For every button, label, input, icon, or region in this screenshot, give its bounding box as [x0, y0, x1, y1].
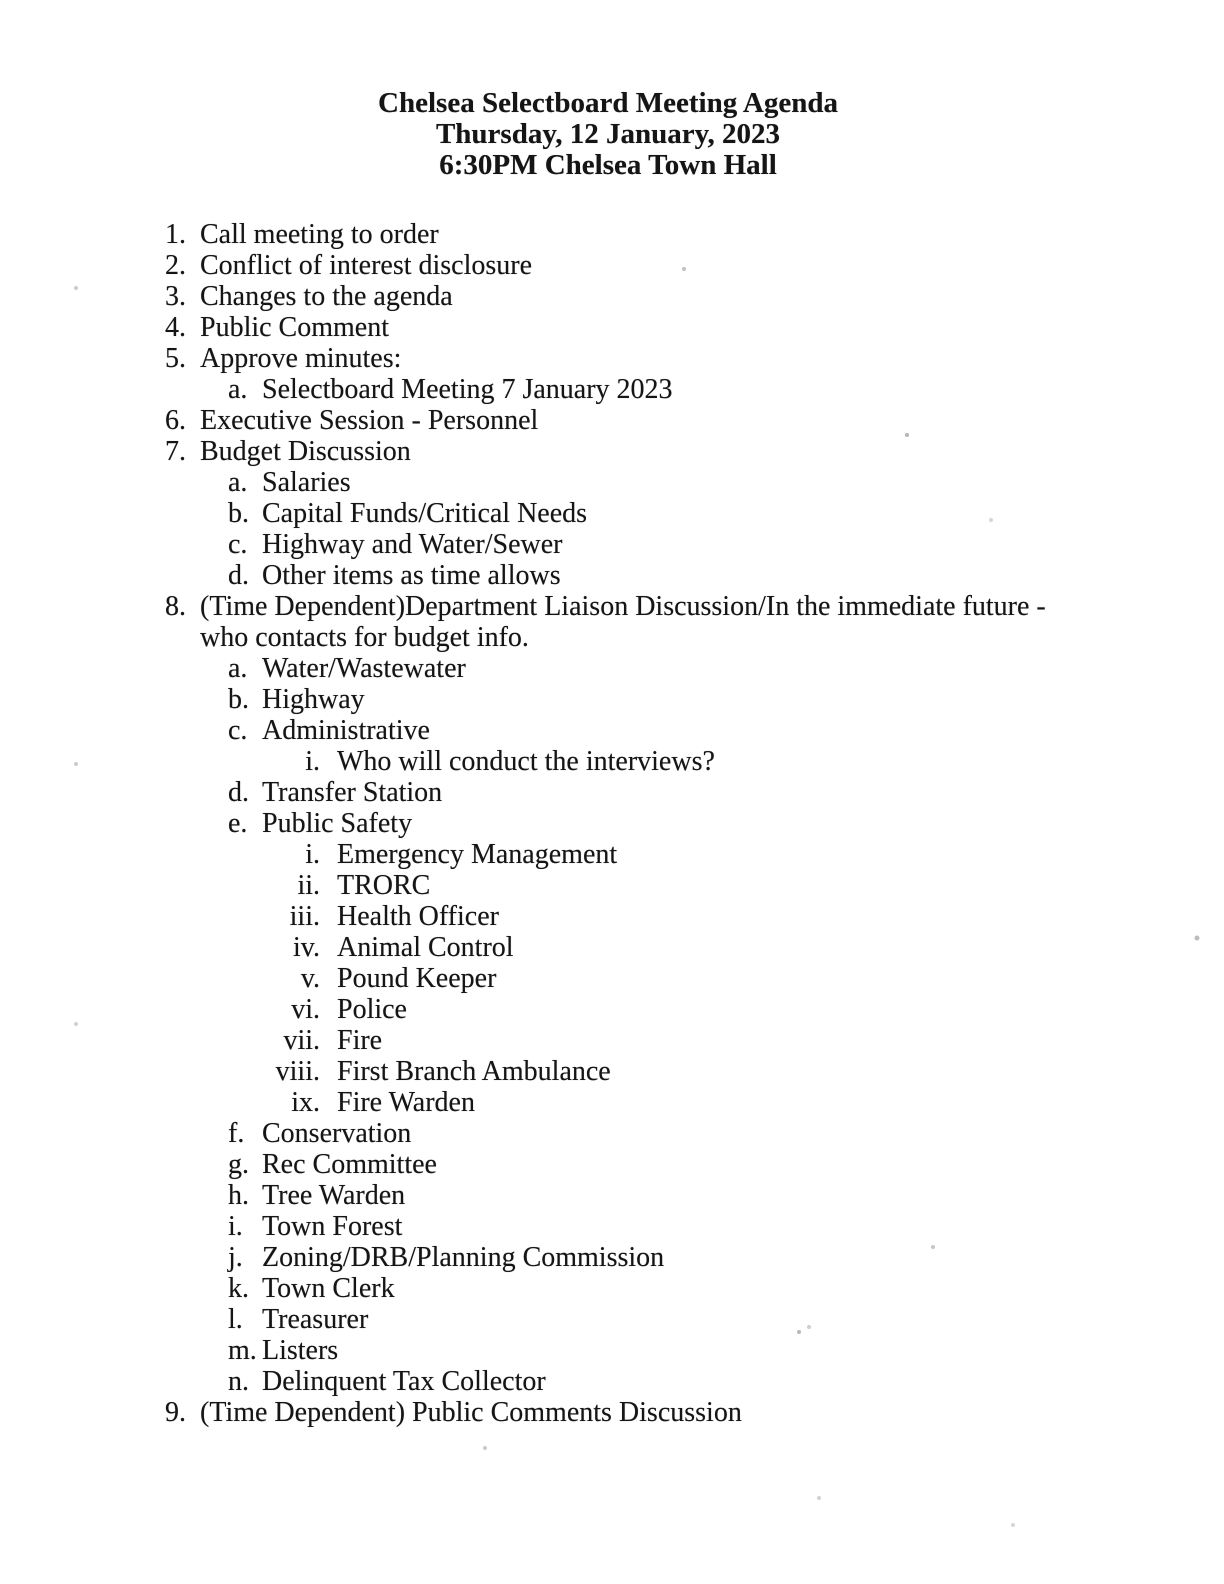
- agenda-item-text: [337, 870, 430, 901]
- agenda-item-text: [337, 746, 715, 777]
- agenda-item-text-line: Highway and Water/Sewer: [262, 529, 563, 560]
- agenda-item-marker: vii.: [283, 1025, 320, 1056]
- agenda-item: [0, 715, 1224, 746]
- agenda-item-text-line: Selectboard Meeting 7 January 2023: [262, 374, 673, 405]
- agenda-item-text: [200, 250, 532, 281]
- agenda-item-text: [262, 1118, 411, 1149]
- agenda-item-text: [262, 1211, 402, 1242]
- agenda-item-text-line: Conflict of interest disclosure: [200, 250, 533, 281]
- agenda-item: [0, 436, 1224, 467]
- agenda-item: [0, 1304, 1224, 1335]
- agenda-item: [0, 839, 1224, 870]
- agenda-item-text: [200, 405, 538, 436]
- scan-noise-specks: [0, 0, 2, 2]
- agenda-item-text: [262, 1149, 437, 1180]
- agenda-item-text: [200, 343, 401, 374]
- agenda-item-text: [262, 498, 587, 529]
- agenda-item-text: [337, 1025, 382, 1056]
- agenda-item-text-line: Police: [337, 994, 407, 1025]
- agenda-item-text-line: Changes to the agenda: [200, 281, 453, 312]
- agenda-item-text: [262, 1335, 338, 1366]
- agenda-item-marker: 3.: [165, 281, 186, 312]
- agenda-item: [0, 684, 1224, 715]
- agenda-item-text: [262, 715, 430, 746]
- agenda-item-text-line: Tree Warden: [262, 1180, 406, 1211]
- agenda-item-text-line: Administrative: [262, 715, 430, 746]
- agenda-item-text: [337, 994, 407, 1025]
- agenda-item-text-line: (Time Dependent) Public Comments Discussion: [200, 1397, 742, 1428]
- agenda-item-marker: g.: [228, 1149, 249, 1180]
- agenda-item-marker: a.: [228, 374, 248, 405]
- agenda-item-marker: iv.: [293, 932, 320, 963]
- agenda-item: [0, 498, 1224, 529]
- agenda-item-marker: l.: [228, 1304, 243, 1335]
- agenda-item: [0, 591, 1224, 653]
- agenda-item: [0, 467, 1224, 498]
- agenda-item: [0, 312, 1224, 343]
- agenda-item-marker: k.: [228, 1273, 249, 1304]
- agenda-item-marker: j.: [228, 1242, 243, 1273]
- agenda-item-text: [337, 1056, 611, 1087]
- agenda-item-marker: ix.: [291, 1087, 320, 1118]
- agenda-item-marker: 4.: [165, 312, 186, 343]
- agenda-item-marker: i.: [228, 1211, 243, 1242]
- agenda-item-marker: 1.: [165, 219, 186, 250]
- agenda-item-text: [200, 281, 453, 312]
- agenda-item-marker: m.: [228, 1335, 257, 1366]
- agenda-item-text: [337, 932, 514, 963]
- agenda-item-marker: f.: [228, 1118, 245, 1149]
- agenda-item-text-line: Executive Session - Personnel: [200, 405, 539, 436]
- agenda-item: [0, 405, 1224, 436]
- document-title: Chelsea Selectboard Meeting Agenda: [378, 87, 838, 119]
- agenda-item-marker: 7.: [165, 436, 186, 467]
- agenda-item: [0, 343, 1224, 374]
- agenda-item: [0, 901, 1224, 932]
- agenda-item: [0, 932, 1224, 963]
- agenda-item-text: [337, 839, 617, 870]
- agenda-item: [0, 1056, 1224, 1087]
- agenda-item-text: [262, 1242, 664, 1273]
- agenda-item-marker: i.: [305, 839, 320, 870]
- agenda-item: [0, 560, 1224, 591]
- agenda-item-text-line: Town Forest: [262, 1211, 403, 1242]
- agenda-item-text-line: Health Officer: [337, 901, 499, 932]
- agenda-item-marker: iii.: [289, 901, 320, 932]
- agenda-list: [0, 219, 1224, 1428]
- agenda-item: [0, 374, 1224, 405]
- agenda-item-text: [262, 808, 412, 839]
- document-title-block: [0, 88, 1220, 181]
- agenda-item-text-line: Budget Discussion: [200, 436, 411, 467]
- agenda-item-text-line: Emergency Management: [337, 839, 618, 870]
- agenda-item-text-line: Town Clerk: [262, 1273, 395, 1304]
- agenda-item-marker: c.: [228, 715, 248, 746]
- agenda-item-text-line: Conservation: [262, 1118, 412, 1149]
- agenda-item-text: [200, 1397, 742, 1428]
- agenda-item-text-line: Call meeting to order: [200, 219, 439, 250]
- agenda-item-marker: c.: [228, 529, 248, 560]
- agenda-item-marker: v.: [300, 963, 320, 994]
- document-date: Thursday, 12 January, 2023: [435, 118, 781, 150]
- agenda-item-marker: 6.: [165, 405, 186, 436]
- agenda-item-marker: h.: [228, 1180, 249, 1211]
- agenda-item-marker: a.: [228, 467, 248, 498]
- agenda-item-marker: vi.: [291, 994, 320, 1025]
- agenda-item-marker: ii.: [297, 870, 320, 901]
- agenda-item-text-line: Treasurer: [262, 1304, 369, 1335]
- agenda-item-marker: 9.: [165, 1397, 186, 1428]
- agenda-item-text: [337, 901, 499, 932]
- agenda-item-text-line: Highway: [262, 684, 365, 715]
- agenda-item: [0, 746, 1224, 777]
- agenda-item-marker: i.: [305, 746, 320, 777]
- agenda-item-text: [200, 312, 389, 343]
- agenda-item: [0, 281, 1224, 312]
- agenda-item-marker: b.: [228, 498, 249, 529]
- agenda-item-marker: viii.: [275, 1056, 320, 1087]
- agenda-item-text-line: Other items as time allows: [262, 560, 561, 591]
- agenda-item-text: [262, 1273, 395, 1304]
- agenda-item: [0, 1180, 1224, 1211]
- agenda-item: [0, 653, 1224, 684]
- agenda-item: [0, 808, 1224, 839]
- agenda-item-text-line: Salaries: [262, 467, 351, 498]
- agenda-item: [0, 1118, 1224, 1149]
- agenda-item: [0, 994, 1224, 1025]
- agenda-item-text-line: Listers: [262, 1335, 339, 1366]
- agenda-item-text: [262, 653, 466, 684]
- agenda-item: [0, 1397, 1224, 1428]
- agenda-item-marker: d.: [228, 777, 249, 808]
- agenda-item-marker: d.: [228, 560, 249, 591]
- agenda-item: [0, 529, 1224, 560]
- agenda-item-text-line: Water/Wastewater: [262, 653, 466, 684]
- agenda-item-text-line: TRORC: [337, 870, 431, 901]
- agenda-item-text: [262, 467, 351, 498]
- agenda-item-text-line: (Time Dependent)Department Liaison Discussion/In the immediate future -: [200, 591, 1046, 622]
- agenda-item-text-line: Delinquent Tax Collector: [262, 1366, 546, 1397]
- agenda-item-text-line: Public Comment: [200, 312, 389, 343]
- agenda-item-text: [262, 777, 442, 808]
- agenda-item-text: [200, 436, 411, 467]
- agenda-item-marker: e.: [228, 808, 248, 839]
- agenda-item: [0, 1273, 1224, 1304]
- agenda-item: [0, 1242, 1224, 1273]
- agenda-item-text-line: Pound Keeper: [337, 963, 497, 994]
- agenda-item-text-line: Fire Warden: [337, 1087, 475, 1118]
- agenda-item-text: [262, 1180, 405, 1211]
- agenda-item-text-line: Capital Funds/Critical Needs: [262, 498, 588, 529]
- agenda-item-text: [262, 374, 673, 405]
- agenda-item: [0, 219, 1224, 250]
- agenda-item-text: [200, 219, 439, 250]
- agenda-item-marker: 2.: [165, 250, 186, 281]
- agenda-item-text: [262, 1366, 546, 1397]
- agenda-item-text-line: Approve minutes:: [200, 343, 402, 374]
- agenda-item-text: [337, 963, 496, 994]
- agenda-item-text-line: Who will conduct the interviews?: [337, 746, 715, 777]
- agenda-item-text-line: Zoning/DRB/Planning Commission: [262, 1242, 665, 1273]
- agenda-item-marker: a.: [228, 653, 248, 684]
- agenda-item-marker: 5.: [165, 343, 186, 374]
- agenda-item: [0, 870, 1224, 901]
- agenda-item: [0, 1366, 1224, 1397]
- agenda-item-text: [262, 560, 561, 591]
- agenda-item-text-line: Transfer Station: [262, 777, 443, 808]
- agenda-item: [0, 1335, 1224, 1366]
- agenda-item: [0, 963, 1224, 994]
- agenda-item: [0, 250, 1224, 281]
- agenda-item-text: [200, 591, 1046, 653]
- agenda-item-text-line: Fire: [337, 1025, 383, 1056]
- agenda-item: [0, 1025, 1224, 1056]
- agenda-item-text-line: who contacts for budget info.: [200, 622, 529, 653]
- agenda-item-text: [337, 1087, 475, 1118]
- agenda-item-text-line: Animal Control: [337, 932, 514, 963]
- agenda-item-marker: n.: [228, 1366, 249, 1397]
- agenda-item-text-line: First Branch Ambulance: [337, 1056, 611, 1087]
- agenda-item-text: [262, 684, 365, 715]
- agenda-item-text: [262, 1304, 368, 1335]
- agenda-item-marker: b.: [228, 684, 249, 715]
- agenda-item-text: [262, 529, 562, 560]
- agenda-item-marker: 8.: [165, 591, 186, 622]
- agenda-item: [0, 1087, 1224, 1118]
- agenda-item-text-line: Rec Committee: [262, 1149, 437, 1180]
- agenda-item-text-line: Public Safety: [262, 808, 413, 839]
- agenda-item: [0, 1149, 1224, 1180]
- agenda-item: [0, 777, 1224, 808]
- agenda-item: [0, 1211, 1224, 1242]
- document-time-location: 6:30PM Chelsea Town Hall: [439, 149, 777, 181]
